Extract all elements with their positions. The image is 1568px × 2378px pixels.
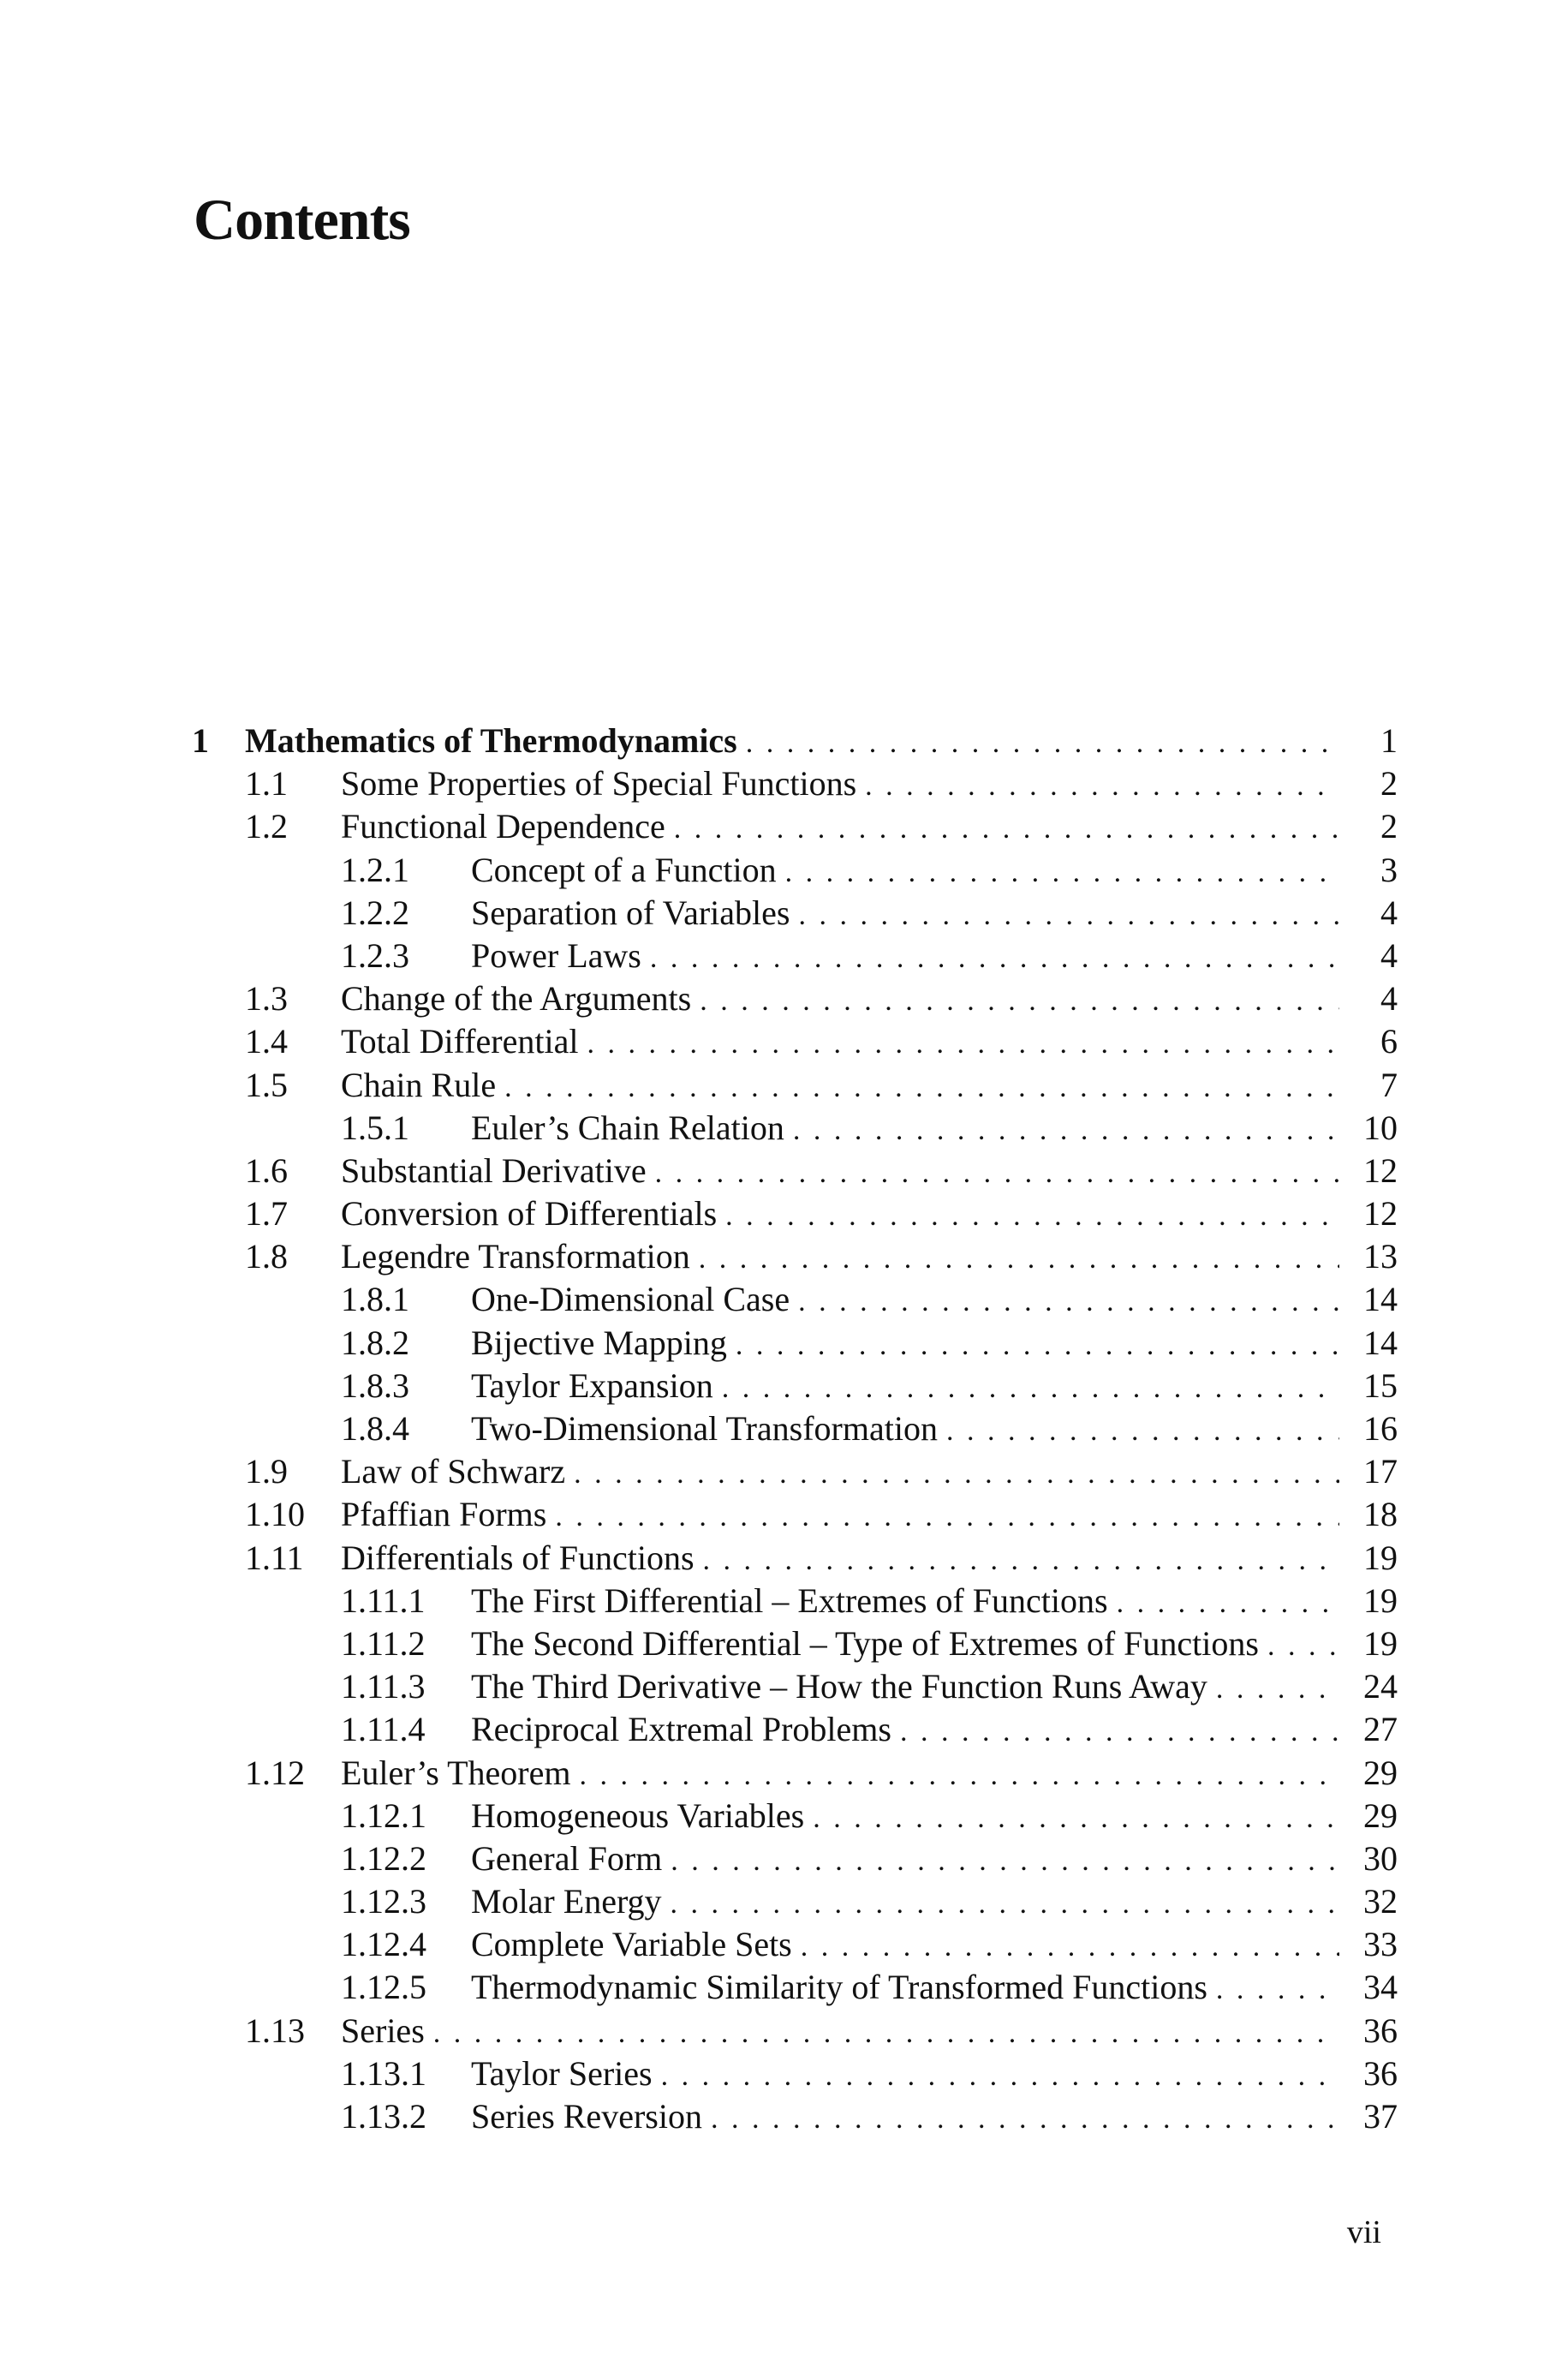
toc-subsection-entry[interactable] (188, 1966, 1398, 2009)
toc-entry-number: 1.3 (245, 979, 288, 1019)
toc-entry-number: 1.2.2 (341, 893, 409, 932)
toc-entry-page: 4 (1380, 935, 1398, 975)
toc-entry-number: 1.11.2 (341, 1623, 426, 1663)
toc-entry-title[interactable]: Two-Dimensional Transformation (471, 1407, 946, 1450)
toc-dot-leader (587, 1023, 1339, 1066)
toc-entry-number: 1.2.1 (341, 850, 409, 889)
toc-entry-number: 1.11.4 (341, 1710, 426, 1749)
toc-entry-line (341, 1450, 1398, 1496)
toc-subsection-entry[interactable] (188, 1708, 1398, 1751)
toc-dot-leader (574, 1453, 1339, 1496)
toc-entry-page: 7 (1380, 1065, 1398, 1104)
toc-entry-number: 1.5.1 (341, 1108, 409, 1147)
toc-subsection-entry[interactable] (188, 1665, 1398, 1708)
toc-entry-title[interactable]: Complete Variable Sets (471, 1923, 801, 1966)
toc-dot-leader (813, 1797, 1339, 1840)
toc-section-entry[interactable] (188, 2010, 1398, 2052)
toc-entry-number: 1.8.3 (341, 1365, 409, 1405)
page-title: Contents (194, 187, 410, 252)
toc-entry-number: 1.6 (245, 1150, 288, 1190)
toc-entry-number: 1.4 (245, 1022, 288, 1061)
toc-entry-line (341, 2010, 1398, 2055)
toc-section-entry[interactable] (188, 1537, 1398, 1580)
toc-entry-number: 1.8.1 (341, 1280, 409, 1319)
toc-dot-leader (661, 2055, 1339, 2098)
toc-dot-leader (555, 1496, 1339, 1539)
toc-entry-number: 1.12.1 (341, 1795, 426, 1835)
toc-dot-leader (1117, 1582, 1339, 1625)
toc-subsection-entry[interactable] (188, 1322, 1398, 1365)
toc-entry-title[interactable]: Reciprocal Extremal Problems (471, 1708, 900, 1751)
toc-entry-line (471, 1708, 1398, 1754)
toc-entry-title[interactable]: Conversion of Differentials (341, 1192, 725, 1235)
toc-entry-title[interactable]: Series (341, 2010, 433, 2052)
toc-entry-title[interactable]: Pfaffian Forms (341, 1493, 555, 1536)
toc-entry-line (341, 1752, 1398, 1797)
toc-entry-title[interactable]: Separation of Variables (471, 892, 798, 935)
toc-entry-line (471, 1665, 1398, 1711)
toc-section-entry[interactable] (188, 1020, 1398, 1063)
toc-entry-line (471, 2095, 1398, 2141)
toc-subsection-entry[interactable] (188, 1880, 1398, 1923)
toc-section-entry[interactable] (188, 805, 1398, 848)
toc-entry-title[interactable]: Taylor Series (471, 2052, 661, 2095)
toc-subsection-entry[interactable] (188, 892, 1398, 935)
toc-entry-page: 10 (1363, 1108, 1398, 1147)
table-of-contents (188, 720, 1398, 2138)
toc-entry-line (341, 1235, 1398, 1281)
toc-entry-line (471, 892, 1398, 937)
toc-section-entry[interactable] (188, 977, 1398, 1020)
toc-entry-page: 27 (1363, 1710, 1398, 1749)
toc-entry-line (471, 2052, 1398, 2098)
toc-entry-number: 1.11 (245, 1538, 304, 1577)
toc-entry-title[interactable]: Law of Schwarz (341, 1450, 574, 1493)
toc-entry-page: 12 (1363, 1150, 1398, 1190)
toc-entry-line (341, 1493, 1398, 1539)
toc-entry-line (471, 1407, 1398, 1453)
toc-entry-title[interactable]: The Third Derivative – How the Function Runs Away (471, 1665, 1216, 1708)
toc-entry-number: 1.2.3 (341, 935, 409, 975)
toc-entry-number: 1.1 (245, 764, 288, 804)
toc-entry-page: 2 (1380, 764, 1398, 804)
toc-entry-title[interactable]: One-Dimensional Case (471, 1278, 798, 1321)
toc-entry-line (341, 1192, 1398, 1238)
toc-dot-leader (900, 1711, 1339, 1754)
toc-entry-line (471, 1365, 1398, 1410)
toc-dot-leader (711, 2098, 1339, 2141)
toc-entry-page: 1 (1380, 721, 1398, 760)
toc-subsection-entry[interactable] (188, 935, 1398, 977)
toc-dot-leader (671, 1840, 1339, 1883)
toc-entry-title[interactable]: Functional Dependence (341, 805, 674, 848)
toc-subsection-entry[interactable] (188, 1837, 1398, 1880)
toc-section-entry[interactable] (188, 1064, 1398, 1107)
toc-entry-title[interactable]: Taylor Expansion (471, 1365, 722, 1407)
toc-entry-line (341, 977, 1398, 1023)
toc-entry-line (471, 849, 1398, 894)
toc-entry-title[interactable]: The Second Differential – Type of Extremes of Functions (471, 1622, 1267, 1665)
toc-entry-number: 1.12.2 (341, 1838, 426, 1878)
toc-entry-number: 1.13 (245, 2011, 305, 2050)
toc-subsection-entry[interactable] (188, 1407, 1398, 1450)
toc-entry-number: 1.8 (245, 1237, 288, 1276)
toc-entry-title[interactable]: Power Laws (471, 935, 650, 977)
toc-entry-number: 1.8.4 (341, 1409, 409, 1448)
toc-entry-number: 1.12 (245, 1753, 305, 1792)
toc-dot-leader (785, 851, 1339, 894)
toc-entry-page: 32 (1363, 1882, 1398, 1921)
page-number: vii (1346, 2214, 1381, 2250)
toc-entry-title[interactable]: Some Properties of Special Functions (341, 762, 865, 805)
toc-dot-leader (1216, 1668, 1339, 1711)
toc-section-entry[interactable] (188, 1192, 1398, 1235)
toc-entry-title[interactable]: Substantial Derivative (341, 1150, 655, 1192)
toc-entry-line (471, 1107, 1398, 1152)
toc-entry-page: 18 (1363, 1495, 1398, 1534)
toc-dot-leader (671, 1883, 1339, 1926)
toc-entry-page: 33 (1363, 1925, 1398, 1964)
toc-entry-number: 1.12.3 (341, 1882, 426, 1921)
toc-entry-line (471, 1795, 1398, 1840)
toc-entry-number: 1.12.5 (341, 1968, 426, 2007)
toc-dot-leader (746, 722, 1339, 765)
toc-dot-leader (700, 980, 1339, 1023)
toc-entry-title[interactable]: Homogeneous Variables (471, 1795, 813, 1837)
toc-dot-leader (504, 1067, 1339, 1109)
toc-entry-line (245, 720, 1398, 765)
toc-dot-leader (725, 1195, 1339, 1238)
toc-entry-line (341, 1020, 1398, 1066)
toc-dot-leader (650, 937, 1339, 980)
toc-subsection-entry[interactable] (188, 1622, 1398, 1665)
toc-entry-title[interactable]: Differentials of Functions (341, 1537, 703, 1580)
toc-dot-leader (1216, 1969, 1339, 2011)
toc-entry-page: 2 (1380, 807, 1398, 846)
toc-entry-page: 14 (1363, 1323, 1398, 1362)
toc-subsection-entry[interactable] (188, 849, 1398, 892)
toc-entry-title[interactable]: Chain Rule (341, 1064, 504, 1107)
toc-entry-number: 1.11.3 (341, 1667, 426, 1706)
toc-entry-number: 1.8.2 (341, 1323, 409, 1362)
toc-entry-title[interactable]: Euler’s Chain Relation (471, 1107, 793, 1150)
toc-entry-number: 1.5 (245, 1065, 288, 1104)
toc-entry-number: 1.7 (245, 1194, 288, 1234)
toc-entry-page: 29 (1363, 1795, 1398, 1835)
toc-subsection-entry[interactable] (188, 1278, 1398, 1321)
toc-subsection-entry[interactable] (188, 2052, 1398, 2095)
toc-dot-leader (946, 1410, 1339, 1453)
toc-entry-page: 14 (1363, 1280, 1398, 1319)
toc-subsection-entry[interactable] (188, 1580, 1398, 1622)
toc-dot-leader (798, 1281, 1339, 1323)
toc-entry-title[interactable]: Mathematics of Thermodynamics (245, 720, 746, 762)
toc-dot-leader (655, 1152, 1339, 1195)
toc-entry-page: 36 (1363, 2011, 1398, 2050)
toc-entry-title[interactable]: Molar Energy (471, 1880, 671, 1923)
toc-entry-line (471, 1622, 1398, 1668)
toc-section-entry[interactable] (188, 762, 1398, 805)
toc-entry-line (471, 1278, 1398, 1323)
toc-entry-title[interactable]: Thermodynamic Similarity of Transformed Functions (471, 1966, 1216, 2009)
toc-entry-number: 1.11.1 (341, 1580, 426, 1620)
toc-chapter-entry[interactable] (188, 720, 1398, 762)
toc-entry-title[interactable]: Bijective Mapping (471, 1322, 736, 1365)
toc-dot-leader (801, 1926, 1339, 1969)
toc-entry-line (471, 935, 1398, 980)
toc-subsection-entry[interactable] (188, 2095, 1398, 2138)
toc-entry-line (471, 1837, 1398, 1883)
toc-dot-leader (703, 1539, 1339, 1582)
toc-dot-leader (674, 808, 1339, 851)
toc-entry-line (341, 1150, 1398, 1195)
toc-entry-page: 17 (1363, 1452, 1398, 1491)
toc-entry-title[interactable]: Legendre Transformation (341, 1235, 699, 1278)
toc-entry-page: 19 (1363, 1623, 1398, 1663)
toc-subsection-entry[interactable] (188, 1795, 1398, 1837)
toc-entry-line (471, 1923, 1398, 1969)
toc-subsection-entry[interactable] (188, 1107, 1398, 1150)
toc-entry-number: 1.13.2 (341, 2097, 426, 2136)
toc-entry-line (341, 1064, 1398, 1109)
toc-entry-line (341, 762, 1398, 808)
toc-dot-leader (1267, 1625, 1339, 1668)
toc-entry-page: 16 (1363, 1409, 1398, 1448)
toc-entry-line (471, 1966, 1398, 2011)
toc-entry-page: 24 (1363, 1667, 1398, 1706)
toc-entry-number: 1.9 (245, 1452, 288, 1491)
toc-entry-line (341, 1537, 1398, 1582)
toc-section-entry[interactable] (188, 1752, 1398, 1795)
toc-entry-number: 1.13.1 (341, 2053, 426, 2093)
toc-subsection-entry[interactable] (188, 1365, 1398, 1407)
toc-dot-leader (865, 765, 1339, 808)
toc-entry-page: 34 (1363, 1968, 1398, 2007)
toc-entry-number: 1.2 (245, 807, 288, 846)
toc-entry-page: 13 (1363, 1237, 1398, 1276)
toc-entry-number: 1.10 (245, 1495, 305, 1534)
toc-entry-page: 19 (1363, 1538, 1398, 1577)
toc-section-entry[interactable] (188, 1450, 1398, 1493)
toc-entry-title[interactable]: General Form (471, 1837, 671, 1880)
toc-dot-leader (798, 894, 1339, 937)
toc-entry-page: 37 (1363, 2097, 1398, 2136)
toc-entry-number: 1.12.4 (341, 1925, 426, 1964)
toc-entry-title[interactable]: Euler’s Theorem (341, 1752, 579, 1795)
toc-entry-page: 15 (1363, 1365, 1398, 1405)
toc-entry-number: 1 (192, 721, 209, 760)
toc-section-entry[interactable] (188, 1235, 1398, 1278)
toc-entry-line (341, 805, 1398, 851)
toc-entry-line (471, 1880, 1398, 1926)
toc-entry-page: 29 (1363, 1753, 1398, 1792)
toc-entry-title[interactable]: Series Reversion (471, 2095, 711, 2138)
toc-dot-leader (579, 1754, 1339, 1797)
toc-entry-page: 6 (1380, 1022, 1398, 1061)
toc-entry-page: 3 (1380, 850, 1398, 889)
toc-entry-title[interactable]: The First Differential – Extremes of Functions (471, 1580, 1117, 1622)
toc-entry-page: 19 (1363, 1580, 1398, 1620)
toc-dot-leader (699, 1238, 1339, 1281)
toc-entry-line (471, 1580, 1398, 1625)
toc-entry-page: 4 (1380, 979, 1398, 1019)
toc-dot-leader (722, 1367, 1339, 1410)
toc-entry-line (471, 1322, 1398, 1367)
toc-dot-leader (433, 2012, 1339, 2055)
toc-entry-page: 4 (1380, 893, 1398, 932)
toc-entry-page: 12 (1363, 1194, 1398, 1234)
toc-section-entry[interactable] (188, 1493, 1398, 1536)
toc-entry-title[interactable]: Change of the Arguments (341, 977, 700, 1020)
toc-subsection-entry[interactable] (188, 1923, 1398, 1966)
toc-section-entry[interactable] (188, 1150, 1398, 1192)
toc-entry-page: 30 (1363, 1838, 1398, 1878)
toc-entry-title[interactable]: Concept of a Function (471, 849, 785, 892)
toc-dot-leader (736, 1324, 1339, 1367)
toc-entry-title[interactable]: Total Differential (341, 1020, 587, 1063)
toc-entry-page: 36 (1363, 2053, 1398, 2093)
toc-dot-leader (793, 1109, 1339, 1152)
